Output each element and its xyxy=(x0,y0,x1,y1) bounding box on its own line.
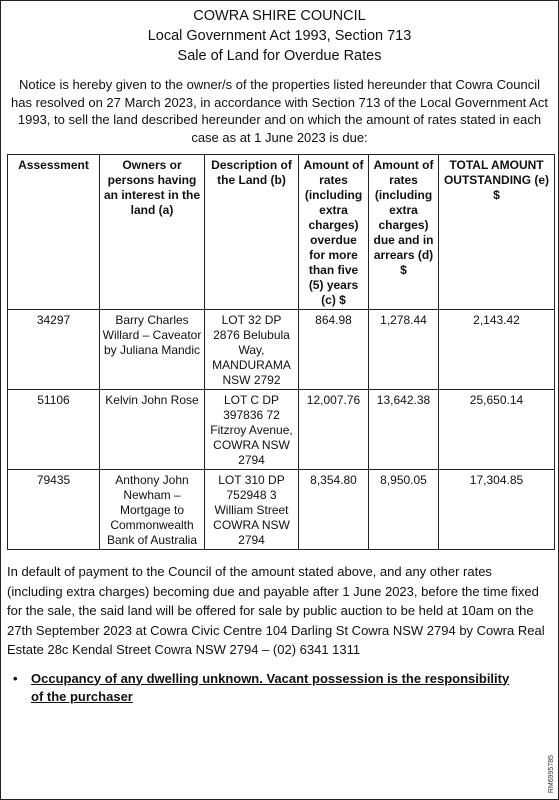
table-row xyxy=(8,470,555,550)
table-row xyxy=(8,310,555,390)
cell-owners: Anthony John Newham – Mortgage to Commonwealth Bank of Australia xyxy=(100,470,205,550)
col-header-assessment: Assessment xyxy=(8,155,100,310)
cell-assessment: 79435 xyxy=(8,470,100,550)
default-payment-paragraph: In default of payment to the Council of the amount stated above, and any other rates (including extra charges) becoming due and payable after 1 June 2023, before the time fixed for the sale, the said land will be offered for sale by public auction to be held at 10am on the 27th September 2023 at Cowra Civic Centre 104 Darling St Cowra NSW 2794 by Cowra Real Estate 28c Kendal Street Cowra NSW 2794 – (02) 6341 1311 xyxy=(7,564,545,657)
cell-owners: Kelvin John Rose xyxy=(100,390,205,470)
occupancy-note-text: Occupancy of any dwelling unknown. Vacant possession is the responsibility of the purchaser xyxy=(31,670,510,704)
cell-description: LOT C DP 397836 72 Fitzroy Avenue, COWRA NSW 2794 xyxy=(205,390,299,470)
cell-assessment: 34297 xyxy=(8,310,100,390)
col-header-owners: Owners or persons having an interest in the land (a) xyxy=(100,155,205,310)
col-header-overdue-rates: Amount of rates (including extra charges) overdue for more than five (5) years (c) $ xyxy=(299,155,369,310)
cell-arrears-amount: 8,950.05 xyxy=(369,470,439,550)
cell-total-amount: 25,650.14 xyxy=(439,390,555,470)
cell-owners: Barry Charles Willard – Caveator by Juliana Mandic xyxy=(100,310,205,390)
cell-overdue-amount: 864.98 xyxy=(299,310,369,390)
cell-overdue-amount: 8,354.80 xyxy=(299,470,369,550)
table-header-row xyxy=(8,155,555,310)
cell-arrears-amount: 1,278.44 xyxy=(369,310,439,390)
cell-total-amount: 2,143.42 xyxy=(439,310,555,390)
cell-assessment: 51106 xyxy=(8,390,100,470)
cell-description: LOT 32 DP 2876 Belubula Way, MANDURAMA NSW 2792 xyxy=(205,310,299,390)
notice-title: Sale of Land for Overdue Rates xyxy=(177,48,382,64)
intro-paragraph: Notice is hereby given to the owner/s of the properties listed hereunder that Cowra Council has resolved on 27 March 2023, in accordance with Section 713 of the Local Government Act 1993, to sell the land described hereunder and on which the amount of rates stated in each case as at 1 June 2023 is due: xyxy=(11,77,548,145)
cell-description: LOT 310 DP 752948 3 William Street COWRA NSW 2794 xyxy=(205,470,299,550)
reference-code: RM6995785 xyxy=(548,754,555,793)
bullet-icon: • xyxy=(13,670,18,686)
cell-arrears-amount: 13,642.38 xyxy=(369,390,439,470)
council-name: COWRA SHIRE COUNCIL xyxy=(193,8,366,24)
table-row xyxy=(8,390,555,470)
cell-overdue-amount: 12,007.76 xyxy=(299,390,369,470)
col-header-total: TOTAL AMOUNT OUTSTANDING (e) $ xyxy=(439,155,555,310)
occupancy-note xyxy=(13,670,518,706)
col-header-description: Description of the Land (b) xyxy=(205,155,299,310)
act-reference: Local Government Act 1993, Section 713 xyxy=(147,28,412,44)
notice-header xyxy=(1,1,558,66)
col-header-arrears-rates: Amount of rates (including extra charges) due and in arrears (d) $ xyxy=(369,155,439,310)
cell-total-amount: 17,304.85 xyxy=(439,470,555,550)
rates-table xyxy=(7,154,555,550)
rates-table-wrapper xyxy=(7,154,552,550)
